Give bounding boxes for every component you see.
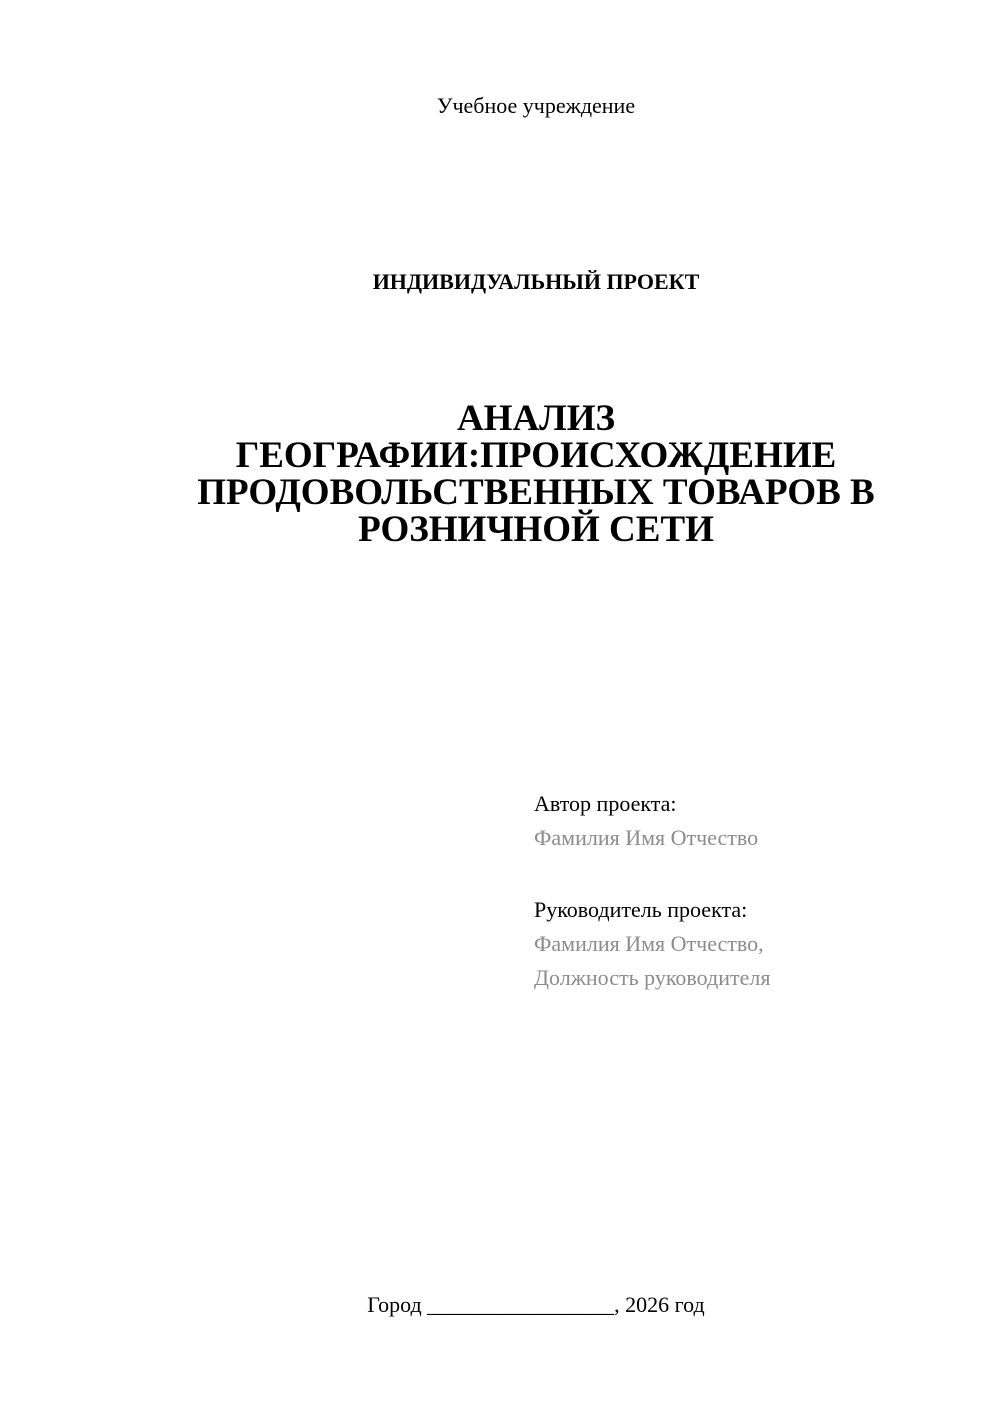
city-blank: _________________	[427, 1292, 615, 1317]
project-title-line: АНАЛИЗ	[456, 398, 616, 439]
project-title-line: РОЗНИЧНОЙ СЕТИ	[358, 509, 714, 550]
author-block	[534, 787, 758, 855]
supervisor-name: Фамилия Имя Отчество,	[534, 931, 764, 956]
project-title-line: ПРОДОВОЛЬСТВЕННЫХ ТОВАРОВ В	[197, 472, 875, 513]
institution-name: Учебное учреждение	[436, 93, 636, 118]
project-title-line: ГЕОГРАФИИ:ПРОИСХОЖДЕНИЕ	[235, 435, 837, 476]
project-title	[150, 400, 922, 548]
city-label: Город	[367, 1292, 422, 1317]
author-label: Автор проекта:	[534, 791, 677, 816]
supervisor-position: Должность руководителя	[534, 965, 771, 990]
year-text: , 2026 год	[614, 1292, 705, 1317]
supervisor-block	[534, 893, 770, 995]
document-type: ИНДИВИДУАЛЬНЫЙ ПРОЕКТ	[372, 269, 700, 294]
supervisor-label: Руководитель проекта:	[534, 897, 748, 922]
author-name: Фамилия Имя Отчество	[534, 825, 759, 850]
city-year-line	[0, 1290, 1000, 1320]
